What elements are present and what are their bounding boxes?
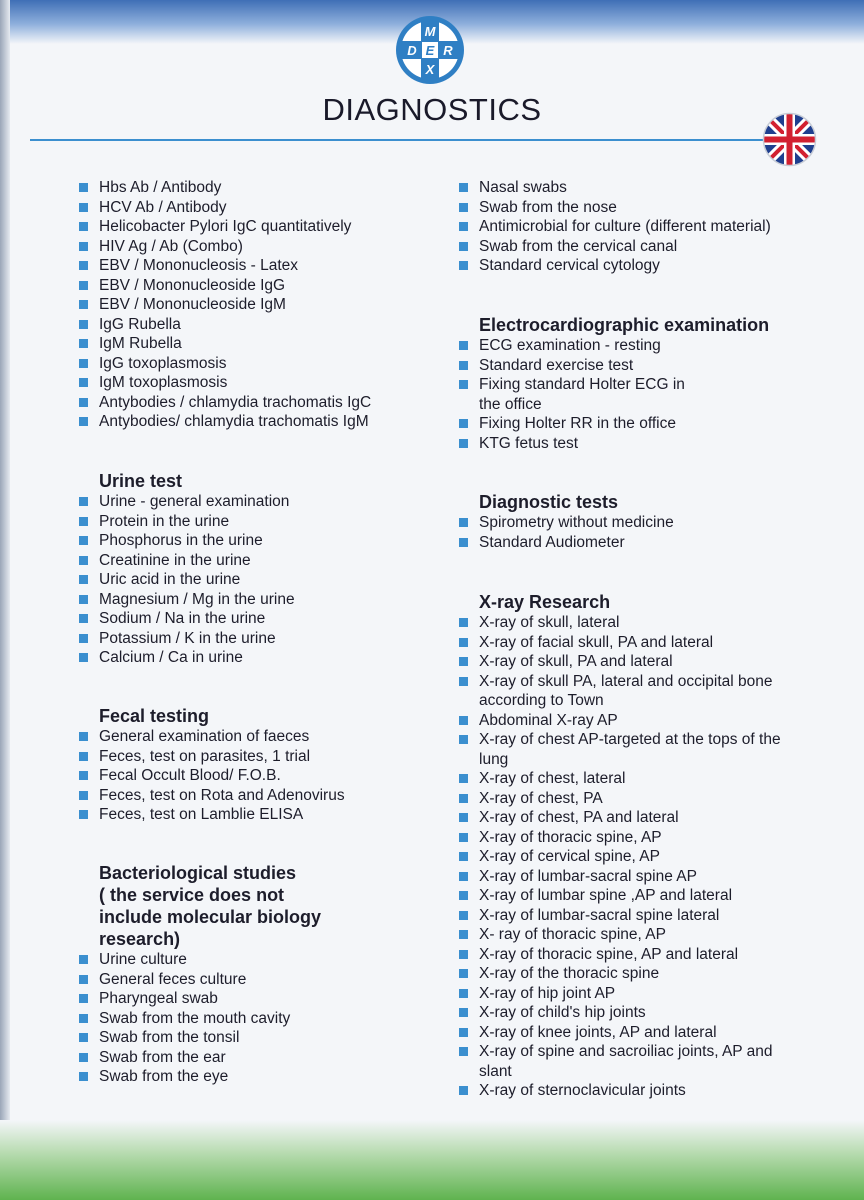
list-item: X-ray of lumbar-sacral spine AP [458,867,788,887]
serology-list [78,178,418,432]
section-heading: research) [99,929,181,949]
list-item: Antybodies/ chlamydia trachomatis IgM [78,412,418,432]
right-intro-section [458,178,808,276]
list-item: IgG toxoplasmosis [78,354,418,374]
list-item: Feces, test on parasites, 1 trial [78,747,418,767]
list-item: X-ray of thoracic spine, AP [458,828,788,848]
ecg-section [458,314,808,453]
diagnostic-tests-list [458,513,808,552]
list-item: Pharyngeal swab [78,989,418,1009]
list-item: IgG Rubella [78,315,418,335]
bottom-green-band [0,1120,864,1200]
list-item: Magnesium / Mg in the urine [78,590,418,610]
list-item: EBV / Mononucleoside IgG [78,276,418,296]
list-item: Standard cervical cytology [458,256,808,276]
list-item: Standard exercise test [458,356,808,376]
fecal-testing-list [78,727,418,825]
list-item: Fixing Holter RR in the office [458,414,808,434]
list-item: X-ray of child's hip joints [458,1003,788,1023]
list-item: Swab from the cervical canal [458,237,808,257]
logo-letter-right: R [443,43,453,58]
section-heading: Diagnostic tests [479,492,619,512]
section-heading: include molecular biology [99,907,322,927]
section-heading: Bacteriological studies [99,863,297,883]
logo-letter-bottom: X [425,62,435,77]
list-item: Standard Audiometer [458,533,808,553]
list-item: Antybodies / chlamydia trachomatis IgC [78,393,418,413]
left-intro-section [78,178,418,432]
bacteriological-list [78,950,418,1087]
list-item: Spirometry without medicine [458,513,808,533]
list-item: ECG examination - resting [458,336,808,356]
list-item: X-ray of chest, lateral [458,769,788,789]
list-item: Protein in the urine [78,512,418,532]
xray-section [458,591,788,1101]
uk-flag-icon [762,112,817,167]
urine-test-section [78,470,418,668]
list-item: X-ray of the thoracic spine [458,964,788,984]
section-heading: Urine test [99,471,183,491]
list-item: Creatinine in the urine [78,551,418,571]
list-item: X-ray of sternoclavicular joints [458,1081,788,1101]
list-item: KTG fetus test [458,434,808,454]
list-item: X-ray of spine and sacroiliac joints, AP and slant [458,1042,788,1081]
list-item: X-ray of chest AP-targeted at the tops of the lung [458,730,788,769]
list-item: X-ray of chest, PA [458,789,788,809]
page-edge-shadow [0,0,10,1200]
list-item: HIV Ag / Ab (Combo) [78,237,418,257]
list-item: Urine - general examination [78,492,418,512]
list-item: Sodium / Na in the urine [78,609,418,629]
list-item: Feces, test on Lamblie ELISA [78,805,418,825]
logo-letter-center: E [425,43,435,58]
bacteriological-section [78,862,418,1087]
diagnostic-tests-section [458,491,808,552]
title-divider [30,139,768,141]
list-item: Phosphorus in the urine [78,531,418,551]
list-item: X-ray of facial skull, PA and lateral [458,633,788,653]
list-item: X-ray of lumbar-sacral spine lateral [458,906,788,926]
list-item: Nasal swabs [458,178,808,198]
fecal-testing-section [78,705,418,825]
list-item: X- ray of thoracic spine, AP [458,925,788,945]
list-item: Antimicrobial for culture (different material) [458,217,808,237]
list-item: General examination of faeces [78,727,418,747]
list-item: X-ray of chest, PA and lateral [458,808,788,828]
list-item: X-ray of skull PA, lateral and occipital bone according to Town [458,672,788,711]
list-item: IgM toxoplasmosis [78,373,418,393]
swab-list [458,178,808,276]
list-item: Urine culture [78,950,418,970]
list-item: Swab from the nose [458,198,808,218]
list-item: Swab from the ear [78,1048,418,1068]
logo-letter-left: D [407,43,417,58]
list-item: Abdominal X-ray AP [458,711,788,731]
list-item: Swab from the eye [78,1067,418,1087]
ecg-list [458,336,808,453]
logo-letter-top: M [424,24,436,39]
list-item: EBV / Mononucleoside IgM [78,295,418,315]
list-item: X-ray of skull, PA and lateral [458,652,788,672]
xray-list [458,613,788,1101]
page-title: DIAGNOSTICS [322,92,542,127]
list-item: X-ray of lumbar spine ,AP and lateral [458,886,788,906]
list-item: Fixing standard Holter ECG in the office [458,375,709,414]
list-item: IgM Rubella [78,334,418,354]
list-item: General feces culture [78,970,418,990]
list-item: X-ray of skull, lateral [458,613,788,633]
list-item: HCV Ab / Antibody [78,198,418,218]
medex-logo [394,14,466,86]
list-item: Potassium / K in the urine [78,629,418,649]
section-heading: Fecal testing [99,706,210,726]
list-item: Feces, test on Rota and Adenovirus [78,786,418,806]
list-item: Calcium / Ca in urine [78,648,418,668]
section-heading: Electrocardiographic examination [479,315,770,335]
urine-test-list [78,492,418,668]
list-item: Fecal Occult Blood/ F.O.B. [78,766,418,786]
list-item: X-ray of thoracic spine, AP and lateral [458,945,788,965]
section-heading: ( the service does not [99,885,285,905]
list-item: X-ray of hip joint AP [458,984,788,1004]
list-item: Swab from the mouth cavity [78,1009,418,1029]
list-item: X-ray of knee joints, AP and lateral [458,1023,788,1043]
list-item: X-ray of cervical spine, AP [458,847,788,867]
list-item: Hbs Ab / Antibody [78,178,418,198]
list-item: Uric acid in the urine [78,570,418,590]
list-item: Swab from the tonsil [78,1028,418,1048]
list-item: EBV / Mononucleosis - Latex [78,256,418,276]
list-item: Helicobacter Pylori IgC quantitatively [78,217,418,237]
section-heading: X-ray Research [479,592,611,612]
